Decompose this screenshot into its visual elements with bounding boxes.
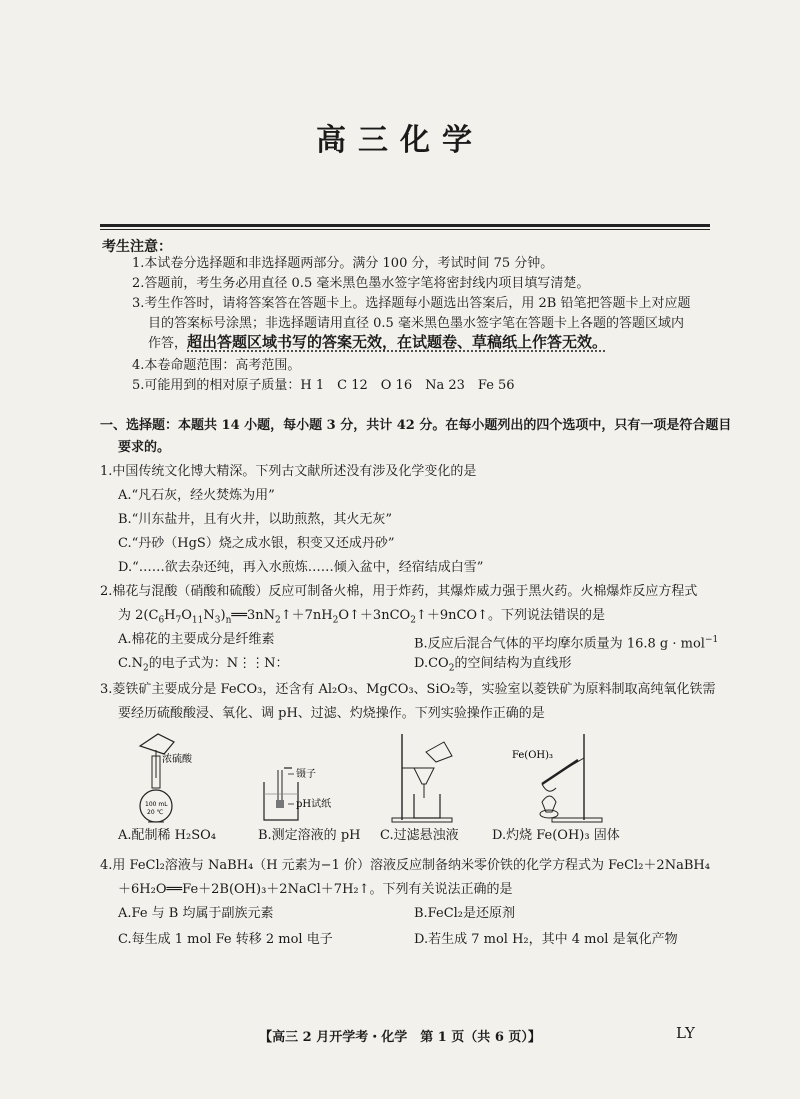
figure-a-acid-label: 浓硫酸 (162, 754, 192, 765)
q4-option-a: A.Fe 与 B 均属于副族元素 (118, 906, 274, 921)
notice-item-3-end (148, 334, 607, 352)
section-heading: 一、选择题：本题共 14 小题，每小题 3 分，共计 42 分。在每小题列出的四个选项中，只有一项是符合题目 (100, 418, 732, 433)
q3-option-b: B.测定溶液的 pH (258, 828, 361, 843)
q2-stem-2: 为 $2(C_6H_7O_{11}N_3)_n══3nN_2↑+7nH_2O↑+3nCO_2↑+9nCO↑$。下列说法错误的是 (118, 608, 605, 626)
q4-option-c: C.每生成 1 mol Fe 转移 2 mol 电子 (118, 932, 333, 947)
q2-stem-1: 2.棉花与混酸（硝酸和硫酸）反应可制备火棉，用于炸药，其爆炸威力强于黑火药。火棉爆炸反应方程式 (100, 584, 698, 599)
q1-option-a: A.“凡石灰，经火焚炼为用” (118, 488, 275, 503)
header-divider-thin (100, 229, 710, 230)
figure-a-temp-label: 20 ℃ (147, 809, 164, 816)
notice-heading: 考生注意： (102, 239, 172, 255)
q2-option-b-text: B.反应后混合气体的平均摩尔质量为 16.8 g · mol (414, 636, 705, 652)
q2-option-d: $D.CO_2$的空间结构为直线形 (414, 656, 572, 674)
q2-stem-2-prefix: 为 2(C (118, 608, 159, 623)
q2-option-c-text: 的电子式为：N⋮⋮N： (148, 656, 289, 671)
q3-stem-1: 3.菱铁矿主要成分是 FeCO₃，还含有 Al₂O₃、MgCO₃、SiO₂等，实验室以菱铁矿为原料制取高纯氧化铁需 (100, 682, 716, 697)
page-footer: 【高三 2 月开学考・化学 第 1 页（共 6 页）】 (259, 1030, 541, 1045)
notice-item-4: 4.本卷命题范围：高考范围。 (132, 358, 301, 373)
notice-item-5: 5.可能用到的相对原子质量：H 1 C 12 O 16 Na 23 Fe 56 (132, 378, 515, 393)
figure-b-paper-label: pH试纸 (296, 799, 332, 810)
q1-option-d: D.“……欲去杂还纯，再入水煎炼……倾入盆中，经宿结成白雪” (118, 560, 484, 575)
q2-stem-2-question: 下列说法错误的是 (500, 608, 605, 623)
q2-option-c-prefix: C.N (118, 656, 143, 671)
q1-option-c: C.“丹砂（HgS）烧之成水银，积变又还成丹砂” (118, 536, 395, 551)
notice-item-1: 1.本试卷分选择题和非选择题两部分。满分 100 分，考试时间 75 分钟。 (132, 256, 554, 271)
figure-d-ignition (512, 732, 612, 824)
figure-b-tweezers-label: 镊子 (296, 769, 316, 780)
figure-a-volume-label: 100 mL (145, 801, 168, 808)
notice-item-3-cont: 目的答案标号涂黑；非选择题请用直径 0.5 毫米黑色墨水签字笔在答题卡上各题的答题区域内 (148, 316, 684, 331)
figure-c-filtration (386, 732, 466, 824)
page-title: 高三化学 (316, 123, 484, 158)
q4-option-d: D.若生成 7 mol H₂，其中 4 mol 是氧化产物 (414, 932, 678, 947)
section-heading-cont: 要求的。 (118, 440, 171, 455)
q2-option-a: A.棉花的主要成分是纤维素 (118, 632, 275, 647)
q2-option-d-prefix: D.CO (414, 656, 449, 671)
q4-stem-2: ＋6H₂O══Fe＋2B(OH)₃＋2NaCl＋7H₂↑。下列有关说法正确的是 (118, 882, 513, 897)
notice-item-3-prefix: 作答， (148, 336, 188, 351)
q2-option-b (414, 632, 718, 652)
figure-a-flask (118, 728, 208, 824)
header-divider (100, 224, 710, 227)
q4-option-b: B.FeCl₂是还原剂 (414, 906, 516, 921)
notice-item-3: 3.考生作答时，请将答案答在答题卡上。选择题每小题选出答案后，用 2B 铅笔把答题卡上对应题 (132, 296, 691, 311)
q2-option-d-text: 的空间结构为直线形 (454, 656, 572, 671)
figure-b-ph-test (258, 764, 348, 824)
q2-option-b-exponent: −1 (704, 635, 719, 645)
q1-option-b: B.“川东盐井，且有火井，以助煎熬，其火无灰” (118, 512, 392, 527)
figure-d-label: Fe(OH)₃ (512, 750, 554, 761)
q3-option-a: A.配制稀 H₂SO₄ (118, 828, 216, 843)
notice-item-2: 2.答题前，考生务必用直径 0.5 毫米黑色墨水签字笔将密封线内项目填写清楚。 (132, 276, 590, 291)
q3-option-c: C.过滤悬浊液 (380, 828, 459, 843)
q3-stem-2: 要经历硫酸酸浸、氧化、调 pH、过滤、灼烧操作。下列实验操作正确的是 (118, 706, 545, 721)
q1-stem: 1.中国传统文化博大精深。下列古文献所述没有涉及化学变化的是 (100, 464, 477, 479)
footer-code: LY (676, 1024, 695, 1042)
q4-stem-1: 4.用 FeCl₂溶液与 NaBH₄（H 元素为−1 价）溶液反应制备纳米零价铁的化学方程式为 FeCl₂＋2NaBH₄ (100, 858, 710, 873)
q3-option-d: D.灼烧 Fe(OH)₃ 固体 (492, 828, 620, 843)
notice-warning: 超出答题区域书写的答案无效，在试题卷、草稿纸上作答无效。 (187, 333, 608, 351)
q2-option-c: $C.N_2$的电子式为：N⋮⋮N： (118, 656, 289, 674)
